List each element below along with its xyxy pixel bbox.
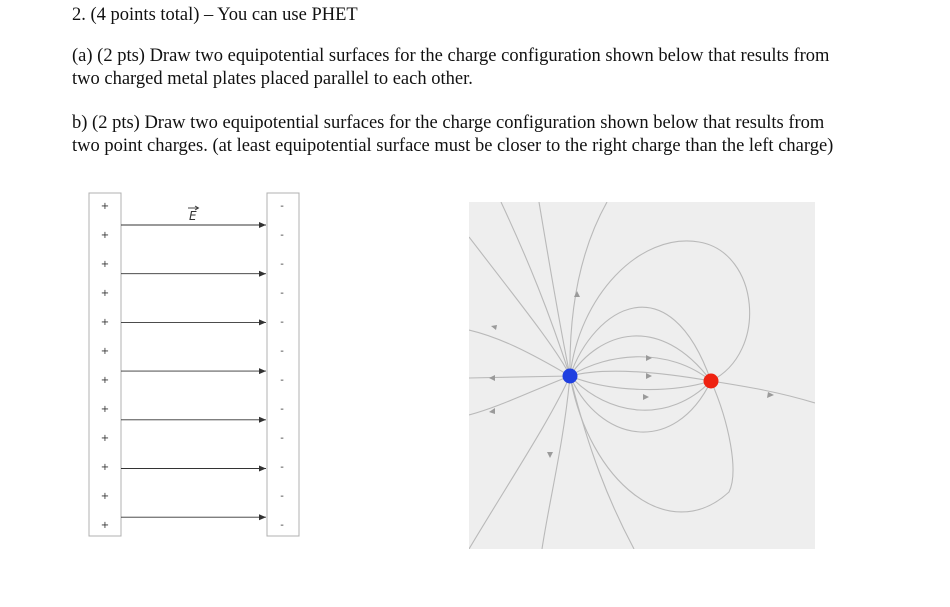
field-line xyxy=(121,417,266,423)
minus-sign: - xyxy=(280,491,284,502)
minus-sign: - xyxy=(280,230,284,241)
plus-sign: + xyxy=(100,259,110,270)
field-line xyxy=(121,319,266,325)
part-a-text-line-1: (a) (2 pts) Draw two equipotential surfaces for the charge configuration shown below that results from xyxy=(72,46,830,66)
point-charges-figure xyxy=(469,202,815,549)
arrow-right-icon xyxy=(259,368,266,374)
minus-sign: - xyxy=(280,317,284,328)
arrow-right-icon xyxy=(259,319,266,325)
plus-sign: + xyxy=(100,375,110,386)
field-line xyxy=(121,514,266,520)
arrow-right-icon xyxy=(259,271,266,277)
part-b-text-line-2: two point charges. (at least equipotential surface must be closer to the right charge than the left charge) xyxy=(72,136,834,156)
arrow-right-icon xyxy=(259,514,266,520)
question-title: 2. (4 points total) – You can use PHET xyxy=(72,5,358,25)
arrow-right-icon xyxy=(259,222,266,228)
plus-sign: + xyxy=(100,288,110,299)
plus-sign: + xyxy=(100,462,110,473)
plus-sign: + xyxy=(100,491,110,502)
left-point-charge xyxy=(563,369,578,384)
right-point-charge xyxy=(704,374,719,389)
field-line xyxy=(121,466,266,472)
plus-sign: + xyxy=(100,520,110,531)
plus-sign: + xyxy=(100,317,110,328)
plus-sign: + xyxy=(100,346,110,357)
negative-plate xyxy=(267,193,299,536)
arrow-right-icon xyxy=(259,417,266,423)
minus-sign: - xyxy=(280,201,284,212)
minus-sign: - xyxy=(280,404,284,415)
positive-plate xyxy=(89,193,121,536)
plus-sign: + xyxy=(100,201,110,212)
minus-sign: - xyxy=(280,462,284,473)
minus-sign: - xyxy=(280,520,284,531)
minus-sign: - xyxy=(280,288,284,299)
plus-sign: + xyxy=(100,404,110,415)
minus-sign: - xyxy=(280,346,284,357)
plus-sign: + xyxy=(100,433,110,444)
minus-sign: - xyxy=(280,433,284,444)
arrow-right-icon xyxy=(259,466,266,472)
minus-sign: - xyxy=(280,259,284,270)
field-label: E xyxy=(189,209,197,223)
minus-sign: - xyxy=(280,375,284,386)
plus-sign: + xyxy=(100,230,110,241)
part-b-text-line-1: b) (2 pts) Draw two equipotential surfaces for the charge configuration shown below that results from xyxy=(72,113,825,133)
part-a-text-line-2: two charged metal plates placed parallel to each other. xyxy=(72,69,473,89)
field-line xyxy=(121,271,266,277)
uniform-field-lines xyxy=(121,222,266,520)
field-line xyxy=(121,368,266,374)
parallel-plates-figure xyxy=(80,190,305,540)
